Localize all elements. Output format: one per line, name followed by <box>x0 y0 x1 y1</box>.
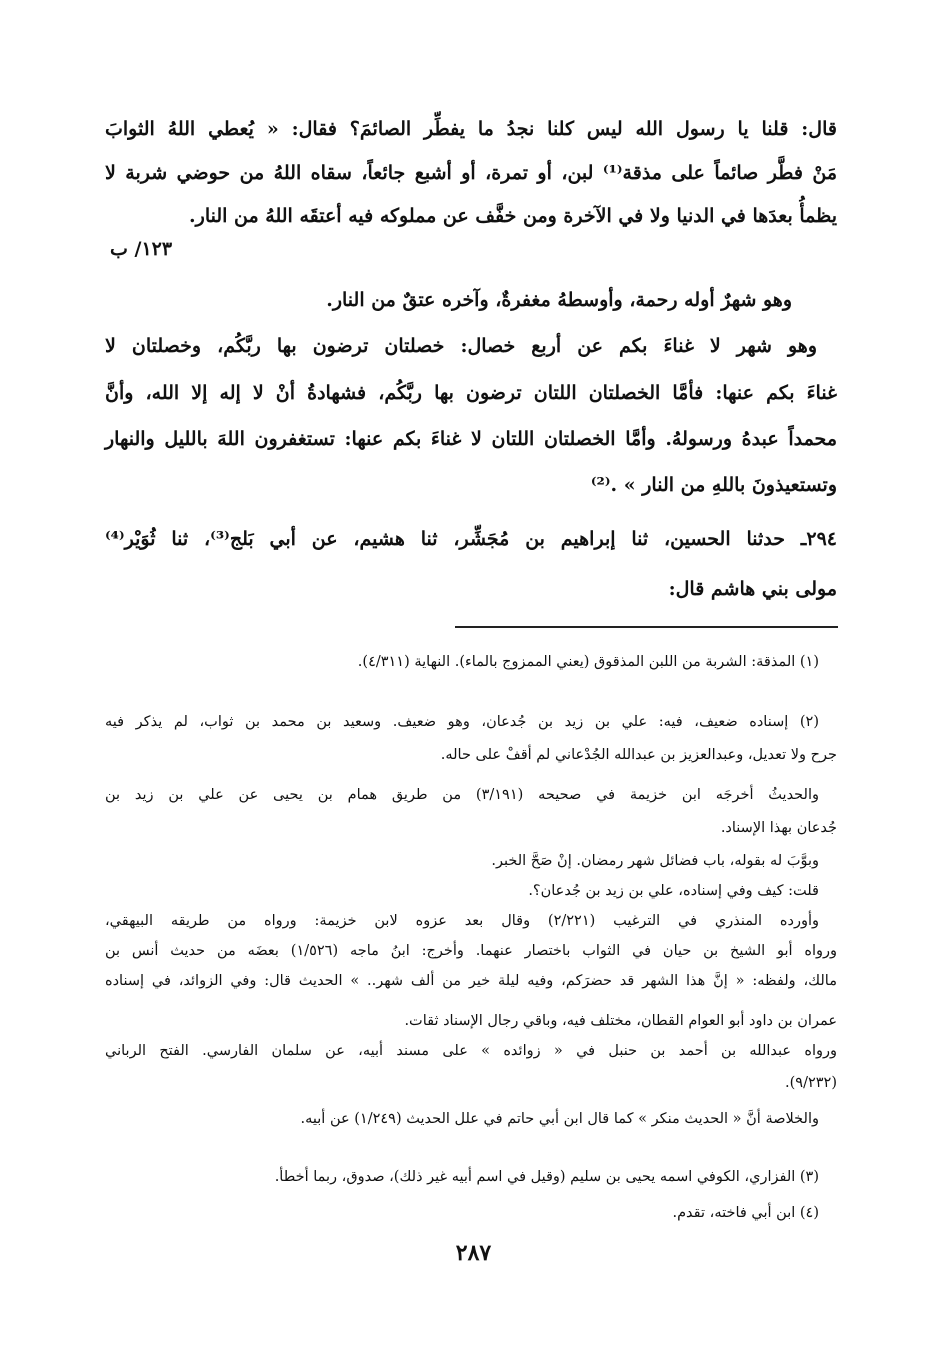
margin-reference: ١٢٣/ ب <box>110 238 173 260</box>
hadith-294-line-1: ٢٩٤ـ حدثنا الحسين، ثنا إبراهيم بن مُجَشِّر، ثنا هشيم، عن أبي بَلج⁽³⁾، ثنا ثُوَيْر⁽⁴⁾ <box>105 528 838 550</box>
footnote-2-line-8: ورواه أبو الشيخ بن حيان في الثواب باختصار عنهما. وأخرج: ابنُ ماجه (١/٥٢٦) بعضَه من حديث أنس بن <box>105 943 837 959</box>
footnote-separator <box>455 626 838 628</box>
footnote-2-line-7: وأورده المنذري في الترغيب (٢/٢٢١) وقال بعد عزوه لابن خزيمة: ورواه من طريقه البيهقي، <box>105 913 819 929</box>
main-text-line-8: وتستعيذونَ باللهِ من النار » .⁽²⁾ <box>590 474 837 496</box>
main-text-line-6: غناءَ بكم عنها: فأمَّا الخصلتان اللتان ترضون بها ربَّكُم، فشهادةُ أنْ لا إله إلا الله، وأنَّ <box>105 382 837 404</box>
footnote-2-line-10: عمران بن داود أبو العوام القطان، مختلف فيه، وباقي رجال الإسناد ثقات. <box>404 1013 837 1029</box>
main-text-line-4: وهو شهرٌ أوله رحمة، وأوسطهُ مغفرةٌ، وآخره عتقٌ من النار. <box>326 289 792 311</box>
main-text-line-2: مَنْ فطَّر صائماً على مذقة⁽¹⁾ لبن، أو تمرة، أو أشبع جائعاً، سقاه اللهُ من حوضي شربة لا <box>105 162 837 184</box>
footnote-2-line-3: والحديثُ أخرجَه ابن خزيمة في صحيحه (٣/١٩١) من طريق همام بن يحيى عن علي بن زيد بن <box>105 787 819 803</box>
footnote-1: (١) المذقة: الشربة من اللبن المذقوق (يعني الممزوج بالماء). النهاية (٤/٣١١). <box>357 654 819 670</box>
footnote-2-line-4: جُدعان بهذا الإسناد. <box>720 820 837 836</box>
footnote-2-line-1: (٢) إسناده ضعيف، فيه: علي بن زيد بن جُدعان، وهو ضعيف. وسعيد بن محمد بن ثواب، لم يذكر فيه <box>105 714 819 730</box>
footnote-2-line-9: مالك، ولفظه: « إنَّ هذا الشهر قد حضرَكم، وفيه ليلة خير من ألف شهر.. » الحديث قال: وفي الزوائد، في إسناده <box>105 973 837 989</box>
main-text-line-1: قال: قلنا يا رسول الله ليس كلنا نجدُ ما يفطِّر الصائمَ؟ فقال: « يُعطي اللهُ الثوابَ <box>105 118 837 140</box>
main-text-line-3: يظمأُ بعدَها في الدنيا ولا في الآخرة ومن خفَّف عن مملوكه فيه أعتقَه اللهُ من النار. <box>189 205 837 227</box>
footnote-3: (٣) الفزاري، الكوفي اسمه يحيى بن سليم (وقيل في اسم أبيه غير ذلك)، صدوق، ربما أخطأ. <box>274 1169 819 1185</box>
main-text-line-7: محمداً عبدهُ ورسولهُ. وأمَّا الخصلتان اللتان لا غناءَ بكم عنها: تستغفرون اللهَ بالليل والنهار <box>105 428 837 450</box>
footnote-4: (٤) ابن أبي فاخته، تقدم. <box>672 1205 819 1221</box>
page-number: ٢٨٧ <box>455 1240 492 1266</box>
main-text-line-5: وهو شهر لا غناءَ بكم عن أربع خصال: خصلتان ترضون بها ربَّكُم، وخصلتان لا <box>105 335 817 357</box>
footnote-2-line-12: (٩/٢٣٢). <box>785 1075 837 1091</box>
footnote-2-line-6: قلت: كيف وفي إسناده، علي بن زيد بن جُدعان؟. <box>528 883 819 899</box>
footnote-2-conclusion: والخلاصة أنَّ « الحديث منكر » كما قال ابن أبي حاتم في علل الحديث (١/٢٤٩) عن أبيه. <box>300 1111 819 1127</box>
footnote-2-line-5: وبوَّبَ له بقوله، باب فضائل شهر رمضان. إنْ صَحَّ الخبر. <box>491 853 819 869</box>
footnote-2-line-11: ورواه عبدالله بن أحمد بن حنبل في « زوائده » على مسند أبيه، عن سلمان الفارسي. الفتح الرباني <box>105 1043 837 1059</box>
footnote-2-line-2: جرح ولا تعديل، وعبدالعزيز بن عبدالله الجُدْعاني لم أقفْ على حاله. <box>440 747 837 763</box>
hadith-294-line-2: مولى بني هاشم قال: <box>668 578 837 600</box>
